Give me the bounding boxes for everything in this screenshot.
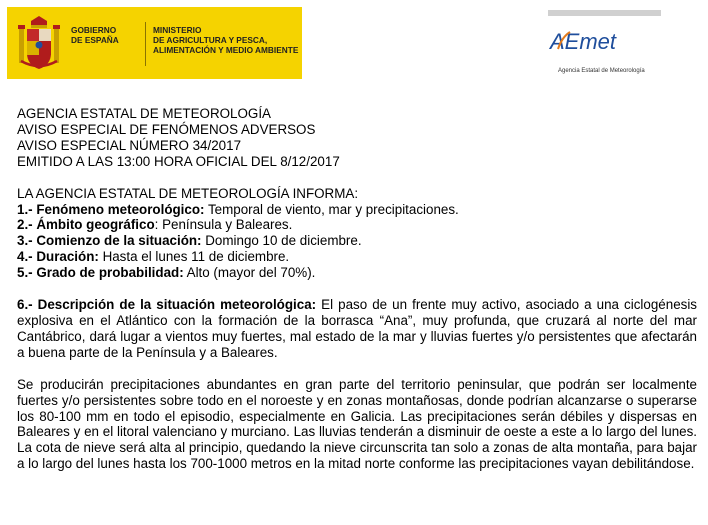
situation-description: 6.- Descripción de la situación meteorológica: El paso de un frente muy activo, asociado a una ciclogénesis explosiva en el Atlántico con la formación de la borrasca “Ana”, muy profunda, que cruzará al norte del mar Cantábrico, dará lugar a vientos muy fuertes, mal estado de la mar y lluvias fuertes y/o persistentes que afectarán a buena parte de la Península y a Baleares. — [17, 297, 698, 360]
government-of-spain-label: GOBIERNO DE ESPAÑA — [71, 25, 119, 45]
warning-document — [17, 106, 697, 472]
svg-text:AEmet: AEmet — [550, 29, 617, 54]
aemet-subtitle: Agencia Estatal de Meteorología — [558, 68, 645, 74]
warning-type-line: AVISO ESPECIAL DE FENÓMENOS ADVERSOS — [17, 121, 316, 137]
warning-number-line: AVISO ESPECIAL NÚMERO 34/2017 — [17, 137, 242, 153]
aemet-top-bar — [548, 10, 661, 16]
precipitation-paragraph: Se producirán precipitaciones abundantes en gran parte del territorio peninsular, que podrán ser localmente fuertes y/o persistentes sobre todo en el noroeste y en zonas montañosas, donde podrían alcanzarse o superarse los 80-100 mm en todo el episodio, especialmente en Galicia. Las precipitaciones serán débiles y dispersas en Baleares y en el litoral valenciano y murciano. Las lluvias tenderán a disminuir de oeste a este a lo largo del lunes. La cota de nieve será alta al principio, quedando la nieve circunscrita tan solo a zonas de alta montaña, para bajar a lo largo del lunes hasta los 700-1000 metros en la mitad norte conforme las precipitaciones vayan debilitándose. — [17, 376, 697, 472]
government-logo-band — [7, 7, 302, 79]
coat-of-arms-icon — [17, 15, 61, 73]
item-duration: 4.- Duración: Hasta el lunes 11 de diciembre. — [17, 249, 290, 265]
issued-line: EMITIDO A LAS 13:00 HORA OFICIAL DEL 8/12/2017 — [17, 153, 340, 169]
item-start: 3.- Comienzo de la situación: Domingo 10 de diciembre. — [17, 233, 362, 249]
agency-line: AGENCIA ESTATAL DE METEOROLOGÍA — [17, 106, 271, 121]
page-header — [0, 0, 708, 85]
item-area: 2.- Ámbito geográfico: Península y Baleares. — [17, 217, 293, 233]
header-divider — [145, 22, 146, 66]
ministry-label: MINISTERIO DE AGRICULTURA Y PESCA, ALIMENTACIÓN Y MEDIO AMBIENTE — [153, 25, 299, 55]
aemet-logo — [548, 28, 648, 54]
informs-line: LA AGENCIA ESTATAL DE METEOROLOGÍA INFORMA: — [17, 185, 359, 201]
item-probability: 5.- Grado de probabilidad: Alto (mayor del 70%). — [17, 265, 316, 281]
item-phenomenon: 1.- Fenómeno meteorológico: Temporal de viento, mar y precipitaciones. — [17, 201, 459, 217]
